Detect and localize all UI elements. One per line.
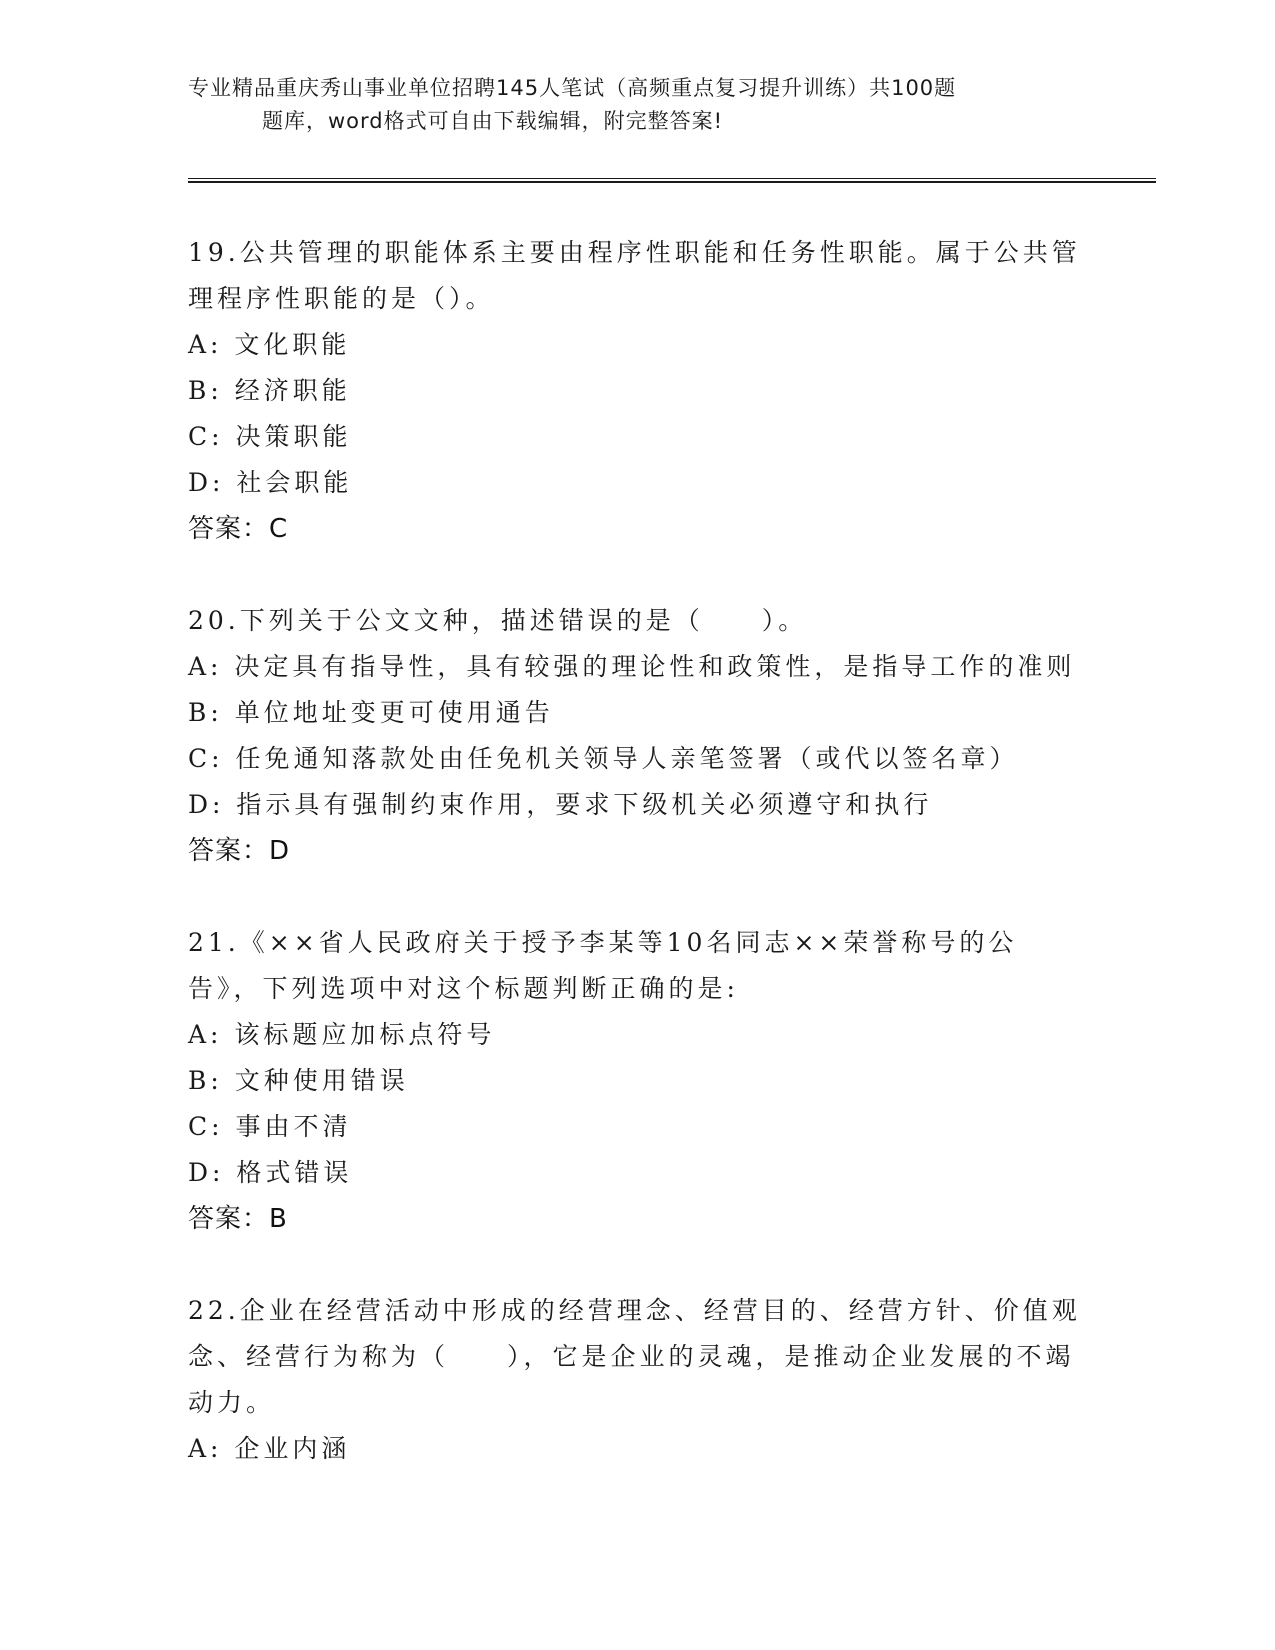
question-text: 22.企业在经营活动中形成的经营理念、经营目的、经营方针、价值观念、经营行为称为（ ），它是企业的灵魂，是推动企业发展的不竭动力。 bbox=[188, 1296, 1081, 1417]
answer: 答案：B bbox=[188, 1204, 288, 1234]
option-b: B: 文种使用错误 bbox=[188, 1066, 409, 1095]
option-a: A: 文化职能 bbox=[188, 330, 351, 359]
question-list bbox=[188, 230, 1088, 1518]
answer: 答案：D bbox=[188, 836, 291, 866]
option-b: B: 单位地址变更可使用通告 bbox=[188, 698, 554, 727]
option-a: A: 该标题应加标点符号 bbox=[188, 1020, 496, 1049]
option-d: D: 格式错误 bbox=[188, 1158, 353, 1187]
option-c: C: 事由不清 bbox=[188, 1112, 352, 1141]
question-text: 20.下列关于公文文种，描述错误的是（ ）。 bbox=[188, 606, 808, 635]
answer: 答案：C bbox=[188, 514, 289, 544]
question-19 bbox=[188, 230, 1088, 552]
option-c: C: 决策职能 bbox=[188, 422, 352, 451]
option-c: C: 任免通知落款处由任免机关领导人亲笔签署（或代以签名章） bbox=[188, 744, 1019, 773]
question-text: 21.《××省人民政府关于授予李某等10名同志××荣誉称号的公告》，下列选项中对这个标题判断正确的是: bbox=[188, 928, 1018, 1003]
question-22 bbox=[188, 1288, 1088, 1472]
header-rule-thick bbox=[188, 181, 1156, 183]
question-20 bbox=[188, 598, 1088, 874]
document-header bbox=[188, 72, 1088, 138]
question-21 bbox=[188, 920, 1088, 1242]
header-title-line2: 题库，word格式可自由下载编辑，附完整答案! bbox=[262, 109, 724, 133]
option-a: A: 决定具有指导性，具有较强的理论性和政策性，是指导工作的准则 bbox=[188, 652, 1076, 681]
option-d: D: 社会职能 bbox=[188, 468, 353, 497]
option-d: D: 指示具有强制约束作用，要求下级机关必须遵守和执行 bbox=[188, 790, 933, 819]
header-title-line1: 专业精品重庆秀山事业单位招聘145人笔试（高频重点复习提升训练）共100题 bbox=[188, 76, 957, 100]
option-a: A: 企业内涵 bbox=[188, 1434, 351, 1463]
option-b: B: 经济职能 bbox=[188, 376, 351, 405]
header-rule-thin bbox=[188, 178, 1156, 179]
question-text: 19.公共管理的职能体系主要由程序性职能和任务性职能。属于公共管理程序性职能的是（）。 bbox=[188, 238, 1081, 313]
